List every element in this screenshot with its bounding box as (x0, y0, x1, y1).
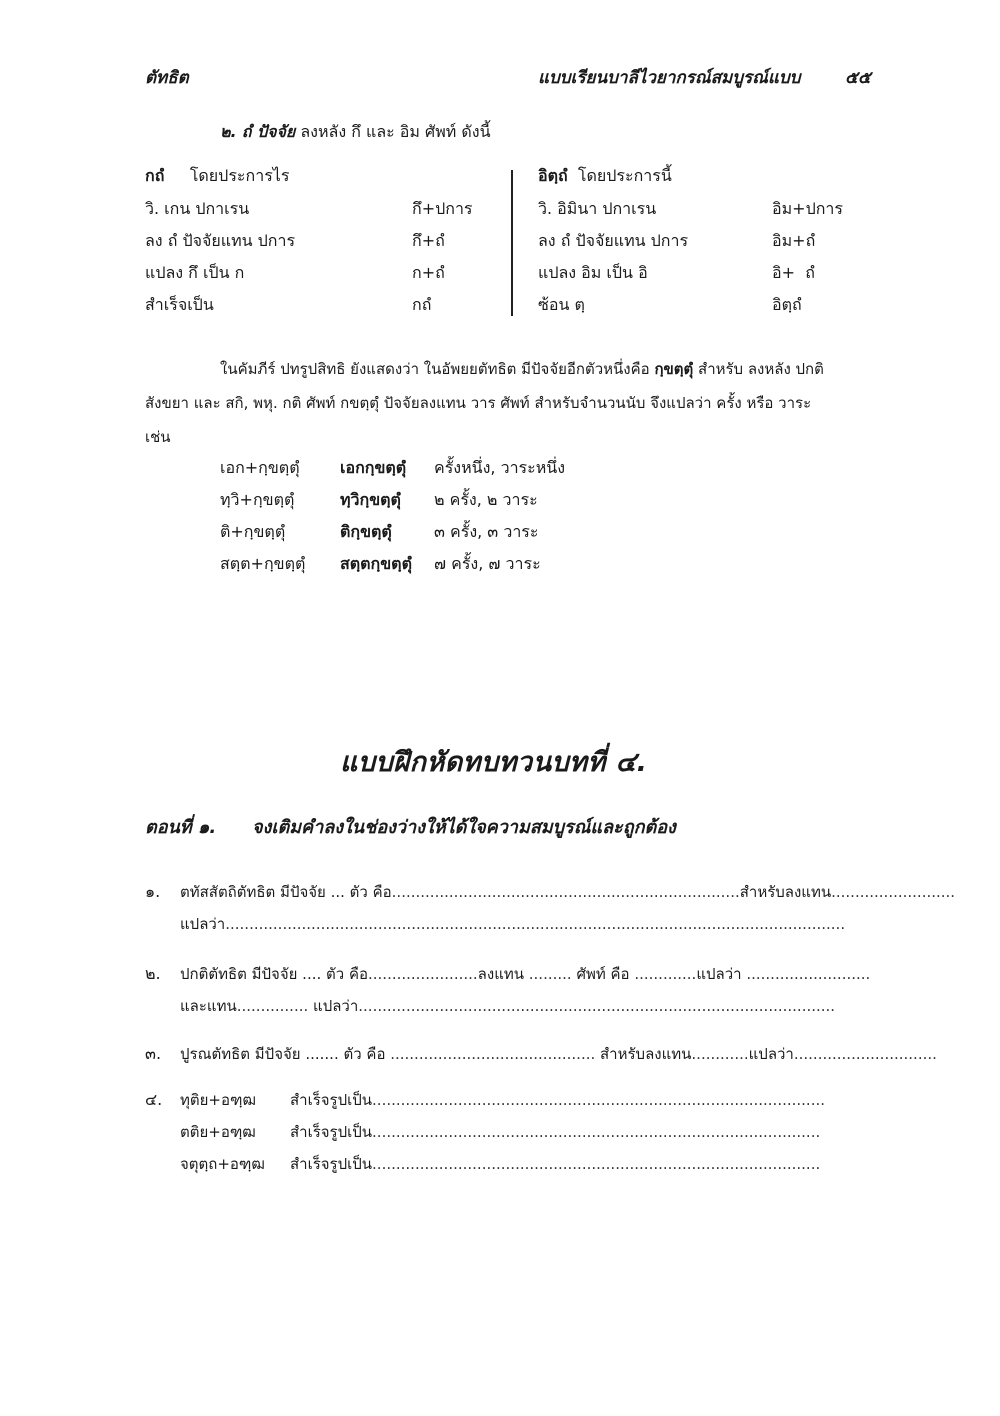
q2-prompt: ศัพท์ คือ (576, 965, 630, 983)
question-1-line-1 (180, 880, 955, 904)
part-label: ตอนที่ ๑. (145, 817, 217, 838)
example-meaning: ๗ ครั้ง, ๗ วาระ (434, 554, 541, 573)
example-result: ติกฺขตฺตุํ (340, 522, 392, 541)
left-head-term: กถํ (145, 166, 165, 185)
q4-label: สำเร็จรูปเป็น (290, 1155, 373, 1173)
blank-dots[interactable]: ............. (629, 965, 697, 983)
page-number: ๕๕ (845, 68, 871, 88)
blank-dots[interactable]: .............................. (793, 1045, 937, 1063)
left-row-formula: กึ+ถํ (412, 231, 445, 250)
part-instruction: จงเติมคำลงในช่องว่างให้ได้ใจความสมบูรณ์และถูกต้อง (252, 817, 676, 838)
right-row-formula: อิม+ถํ (772, 231, 816, 250)
q4-label: สำเร็จรูปเป็น (290, 1091, 373, 1109)
left-row-formula: ก+ถํ (412, 263, 445, 282)
example-meaning: ๓ ครั้ง, ๓ วาระ (434, 522, 539, 541)
left-row-formula: กถํ (412, 295, 432, 314)
paragraph-text: สำหรับ ลงหลัง ปกติ (693, 360, 824, 378)
right-row-formula: อิ+ ถํ (772, 263, 815, 282)
example-meaning: ๒ ครั้ง, ๒ วาระ (434, 490, 538, 509)
section-number: ๒. (220, 122, 237, 141)
question-1-line-2 (180, 912, 845, 936)
q1-prompt: แปลว่า (180, 915, 226, 933)
question-3-line-1 (180, 1042, 937, 1066)
right-row-text: แปลง อิม เป็น อิ (538, 263, 648, 282)
section-heading (220, 120, 491, 145)
question-number: ๓. (145, 1044, 162, 1063)
blank-dots[interactable]: ....................... (368, 965, 478, 983)
example-meaning: ครั้งหนึ่ง, วาระหนึ่ง (434, 458, 566, 477)
q4-answer-line (290, 1152, 820, 1176)
q4-formula: จตุตฺถ+อฑฺฒ (180, 1155, 265, 1173)
q2-prompt: และแทน (180, 997, 237, 1015)
example-formula: ติ+กฺขตฺตุํ (220, 522, 286, 541)
question-2-line-2 (180, 994, 835, 1018)
section-term: ถํ ปัจจัย (241, 122, 296, 141)
q4-formula: ทุติย+อฑฺฒ (180, 1091, 256, 1109)
q1-prompt: สำหรับลงแทน (739, 883, 832, 901)
blank-dots[interactable]: ............................................................................................... (372, 1091, 825, 1109)
paragraph-line-1 (220, 357, 824, 381)
blank-dots[interactable]: ............ (691, 1045, 749, 1063)
right-head-meaning: โดยประการนี้ (577, 166, 672, 185)
running-header-title: แบบเรียนบาลีไวยากรณ์สมบูรณ์แบบ (538, 68, 801, 88)
left-row-text: ลง ถํ ปัจจัยแทน ปการ (145, 231, 296, 250)
paragraph-term: กฺขตฺตุํ (654, 360, 694, 378)
exercise-title: แบบฝึกหัดทบทวนบทที่ ๔. (340, 747, 648, 778)
blank-dots[interactable]: .................................................................................................................................. (225, 915, 846, 933)
example-formula: ทฺวิ+กฺขตฺตุํ (220, 490, 295, 509)
blank-dots[interactable]: .............................................................................................. (372, 1155, 821, 1173)
q4-answer-line (290, 1120, 820, 1144)
example-result: สตฺตกฺขตฺตุํ (340, 554, 412, 573)
example-result: เอกกฺขตฺตุํ (340, 458, 407, 477)
example-result: ทฺวิกฺขตฺตุํ (340, 490, 401, 509)
left-column-head (145, 164, 289, 189)
question-number: ๔. (145, 1090, 163, 1109)
example-formula: สตฺต+กฺขตฺตุํ (220, 554, 306, 573)
q1-prompt: ตทัสสัตถิตัทธิต มีปัจจัย ... ตัว คือ (180, 883, 392, 901)
running-header-left: ตัทธิต (145, 68, 189, 88)
blank-dots[interactable]: ......................................................................... (391, 883, 740, 901)
right-row-text: ซ้อน ตฺ (538, 295, 585, 314)
blank-dots[interactable]: .......................... (741, 965, 871, 983)
blank-dots[interactable]: .......................... (831, 883, 956, 901)
blank-dots[interactable]: ........................................... (385, 1045, 601, 1063)
section-heading-rest: ลงหลัง กึ และ อิม ศัพท์ ดังนี้ (300, 122, 491, 141)
blank-dots[interactable]: ......... (524, 965, 577, 983)
paragraph-text: ในคัมภีร์ ปทรูปสิทธิ ยังแสดงว่า ในอัพยยตัทธิต มีปัจจัยอีกตัวหนึ่งคือ (220, 360, 655, 378)
left-row-text: แปลง กึ เป็น ก (145, 263, 245, 282)
paragraph-line-3: เช่น (145, 428, 171, 446)
example-formula: เอก+กฺขตฺตุํ (220, 458, 300, 477)
right-column-head (538, 164, 672, 189)
q2-prompt: ลงแทน (477, 965, 524, 983)
q4-formula: ตติย+อฑฺฒ (180, 1123, 256, 1141)
q2-prompt: แปลว่า (696, 965, 742, 983)
column-divider (511, 170, 513, 316)
q4-label: สำเร็จรูปเป็น (290, 1123, 373, 1141)
paragraph-line-2: สังขยา และ สกิ, พหุ. กติ ศัพท์ กขตฺตุํ ปัจจัยลงแทน วาร ศัพท์ สำหรับจำนวนนับ จึงแปลว่า ครั้ง หรือ วาระ (145, 394, 812, 412)
right-row-formula: อิม+ปการ (772, 199, 843, 218)
q3-prompt: ปูรณตัทธิต มีปัจจัย ....... ตัว คือ (180, 1045, 386, 1063)
right-row-formula: อิตฺถํ (772, 295, 802, 314)
right-row-text: ลง ถํ ปัจจัยแทน ปการ (538, 231, 689, 250)
q4-answer-line (290, 1088, 825, 1112)
q3-prompt: แปลว่า (748, 1045, 794, 1063)
q2-prompt: ปกติตัทธิต มีปัจจัย .... ตัว คือ (180, 965, 368, 983)
left-head-meaning: โดยประการไร (189, 166, 290, 185)
question-2-line-1 (180, 962, 870, 986)
blank-dots[interactable]: .................................................................................................... (358, 997, 836, 1015)
left-row-text: วิ. เกน ปกาเรน (145, 199, 250, 218)
right-row-text: วิ. อิมินา ปกาเรน (538, 199, 657, 218)
left-row-formula: กึ+ปการ (412, 199, 473, 218)
q3-prompt: สำหรับลงแทน (600, 1045, 692, 1063)
left-row-text: สำเร็จเป็น (145, 295, 214, 314)
question-number: ๑. (145, 882, 161, 901)
blank-dots[interactable]: .............................................................................................. (372, 1123, 821, 1141)
q2-prompt: แปลว่า (313, 997, 359, 1015)
blank-dots[interactable]: ............... (236, 997, 314, 1015)
question-number: ๒. (145, 964, 161, 983)
right-head-term: อิตฺถํ (538, 166, 568, 185)
